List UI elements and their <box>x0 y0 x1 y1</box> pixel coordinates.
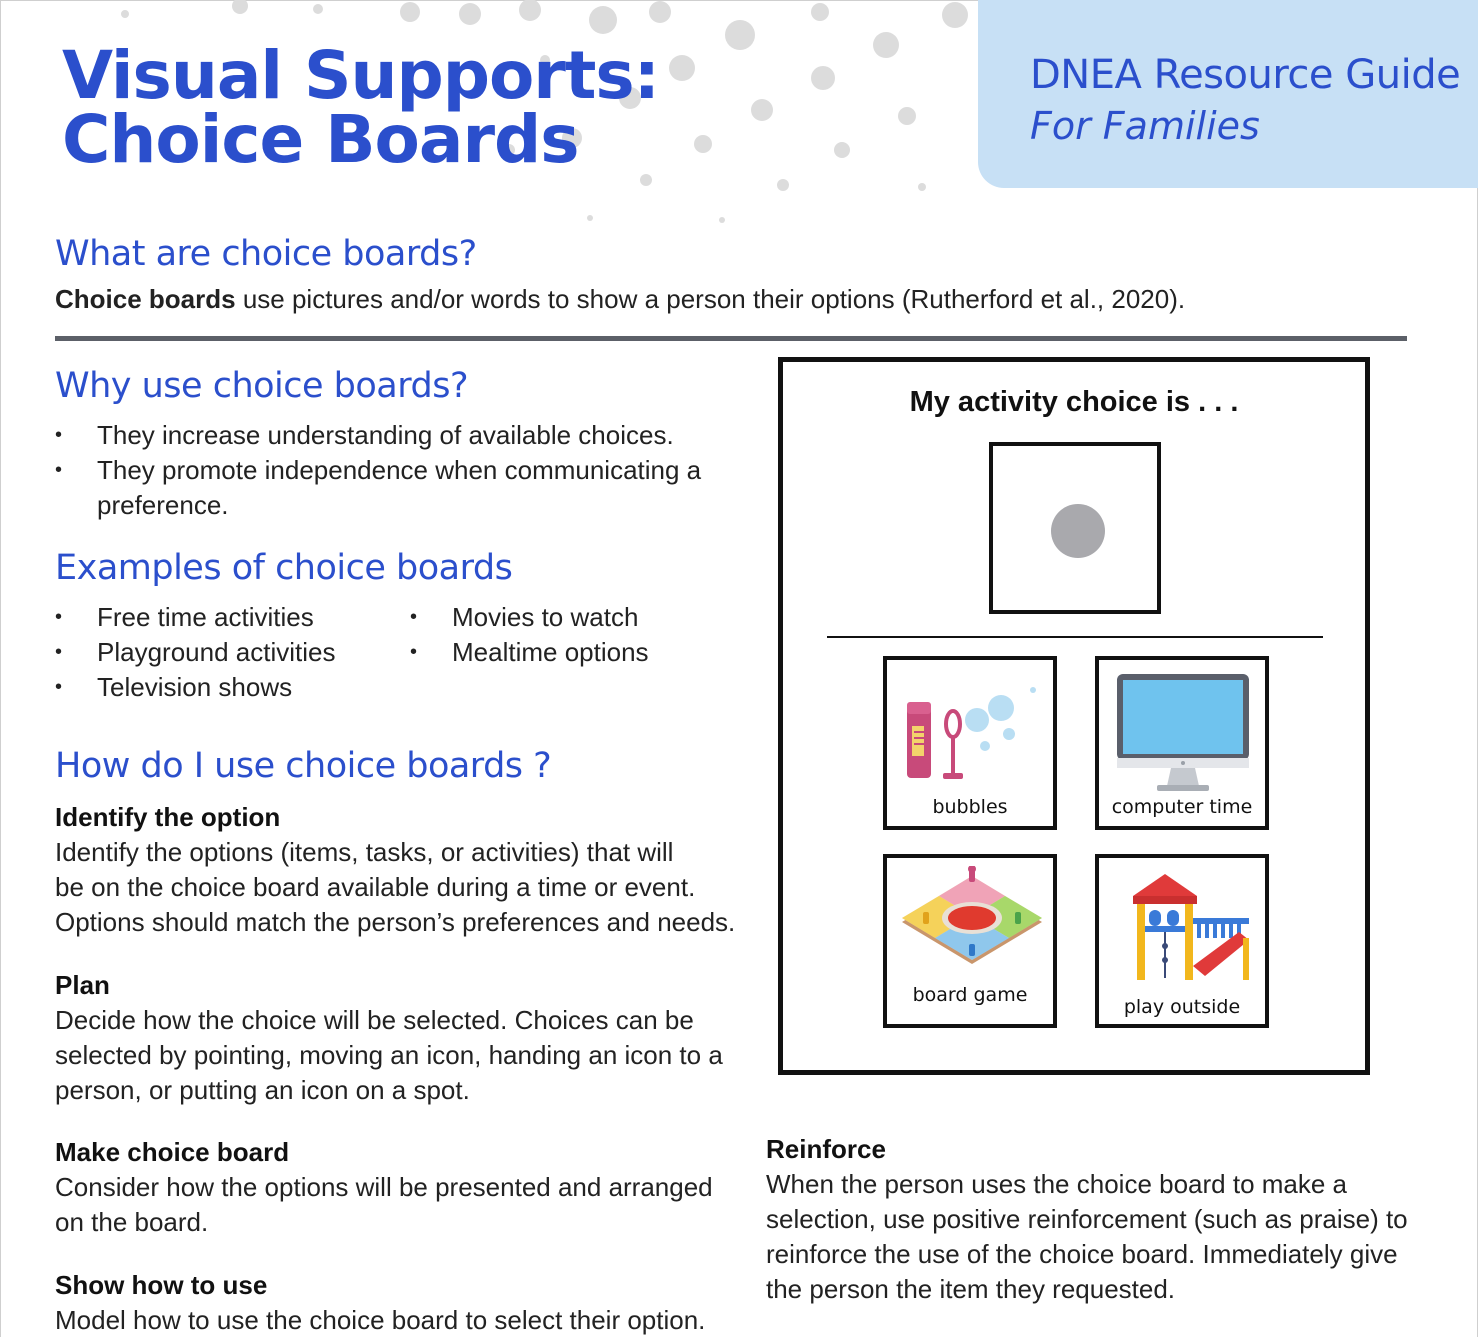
examples-list-1 <box>55 600 385 705</box>
choice-tile-play-outside <box>1095 854 1269 1028</box>
text-line: the person the item they requested. <box>766 1274 1176 1304</box>
step-text <box>55 1170 755 1240</box>
board-game-icon <box>897 866 1047 976</box>
step-title: Plan <box>55 970 110 1000</box>
list-item: • Television shows <box>55 670 385 705</box>
title-line-2: Choice Boards <box>62 101 579 178</box>
list-item: • They increase understanding of available choices. <box>55 418 735 453</box>
choice-tile-computer-time <box>1095 656 1269 830</box>
guide-subtitle: For Families <box>1030 104 1260 148</box>
step-title: Make choice board <box>55 1137 290 1167</box>
why-heading: Why use choice boards? <box>55 366 469 406</box>
choice-target-box <box>989 442 1161 614</box>
text-line: on the board. <box>55 1207 209 1237</box>
text-line: selection, use positive reinforcement (such as praise) to <box>766 1204 1408 1234</box>
choice-tile-bubbles <box>883 656 1057 830</box>
board-title: My activity choice is . . . <box>909 386 1239 418</box>
choice-tile-board-game <box>883 854 1057 1028</box>
section-divider <box>55 336 1407 341</box>
step-text <box>55 1003 755 1108</box>
title-line-1: Visual Supports: <box>62 37 660 114</box>
text-line: Identify the options (items, tasks, or activities) that will <box>55 837 674 867</box>
list-item: • Mealtime options <box>410 635 740 670</box>
step-title: Show how to use <box>55 1270 268 1300</box>
text-line: selected by pointing, moving an icon, handing an icon to a <box>55 1040 723 1070</box>
list-item: • Free time activities <box>55 600 385 635</box>
examples-list-2 <box>410 600 740 670</box>
text-line: Options should match the person’s preferences and needs. <box>55 907 736 937</box>
text-line: be on the choice board available during a time or event. <box>55 872 696 902</box>
tile-label: computer time <box>1111 796 1253 818</box>
step-text <box>55 1303 755 1338</box>
page-title <box>62 37 660 178</box>
text-line: reinforce the use of the choice board. Immediately give <box>766 1239 1398 1269</box>
examples-heading: Examples of choice boards <box>55 548 513 588</box>
reinforce-title: Reinforce <box>766 1134 886 1164</box>
playground-icon <box>1109 866 1259 986</box>
resource-guide-banner <box>978 0 1478 188</box>
step-title: Identify the option <box>55 802 281 832</box>
step-text <box>55 835 755 940</box>
why-list <box>55 418 735 523</box>
reinforce-text <box>766 1167 1446 1307</box>
how-heading: How do I use choice boards ? <box>55 746 552 786</box>
what-definition <box>55 282 1415 317</box>
bubbles-icon <box>897 668 1047 788</box>
list-item: • They promote independence when communicating a preference. <box>55 453 735 523</box>
list-item: • Movies to watch <box>410 600 740 635</box>
guide-title: DNEA Resource Guide <box>1030 52 1461 98</box>
text-line: When the person uses the choice board to make a <box>766 1169 1348 1199</box>
text-line: Decide how the choice will be selected. Choices can be <box>55 1005 694 1035</box>
tile-label: play outside <box>1123 996 1241 1018</box>
list-item: • Playground activities <box>55 635 385 670</box>
text-line: Consider how the options will be presented and arranged <box>55 1172 713 1202</box>
board-divider <box>827 636 1323 638</box>
placeholder-dot-icon <box>1051 504 1105 558</box>
what-term: Choice boards <box>55 284 236 314</box>
what-heading: What are choice boards? <box>55 234 477 274</box>
computer-icon <box>1109 668 1259 798</box>
tile-label: bubbles <box>932 796 1008 818</box>
choice-board-example <box>778 357 1370 1075</box>
text-line: Model how to use the choice board to select their option. <box>55 1305 706 1335</box>
tile-label: board game <box>912 984 1028 1006</box>
text-line: person, or putting an icon on a spot. <box>55 1075 470 1105</box>
what-text: use pictures and/or words to show a person their options (Rutherford et al., 2020). <box>235 284 1186 314</box>
